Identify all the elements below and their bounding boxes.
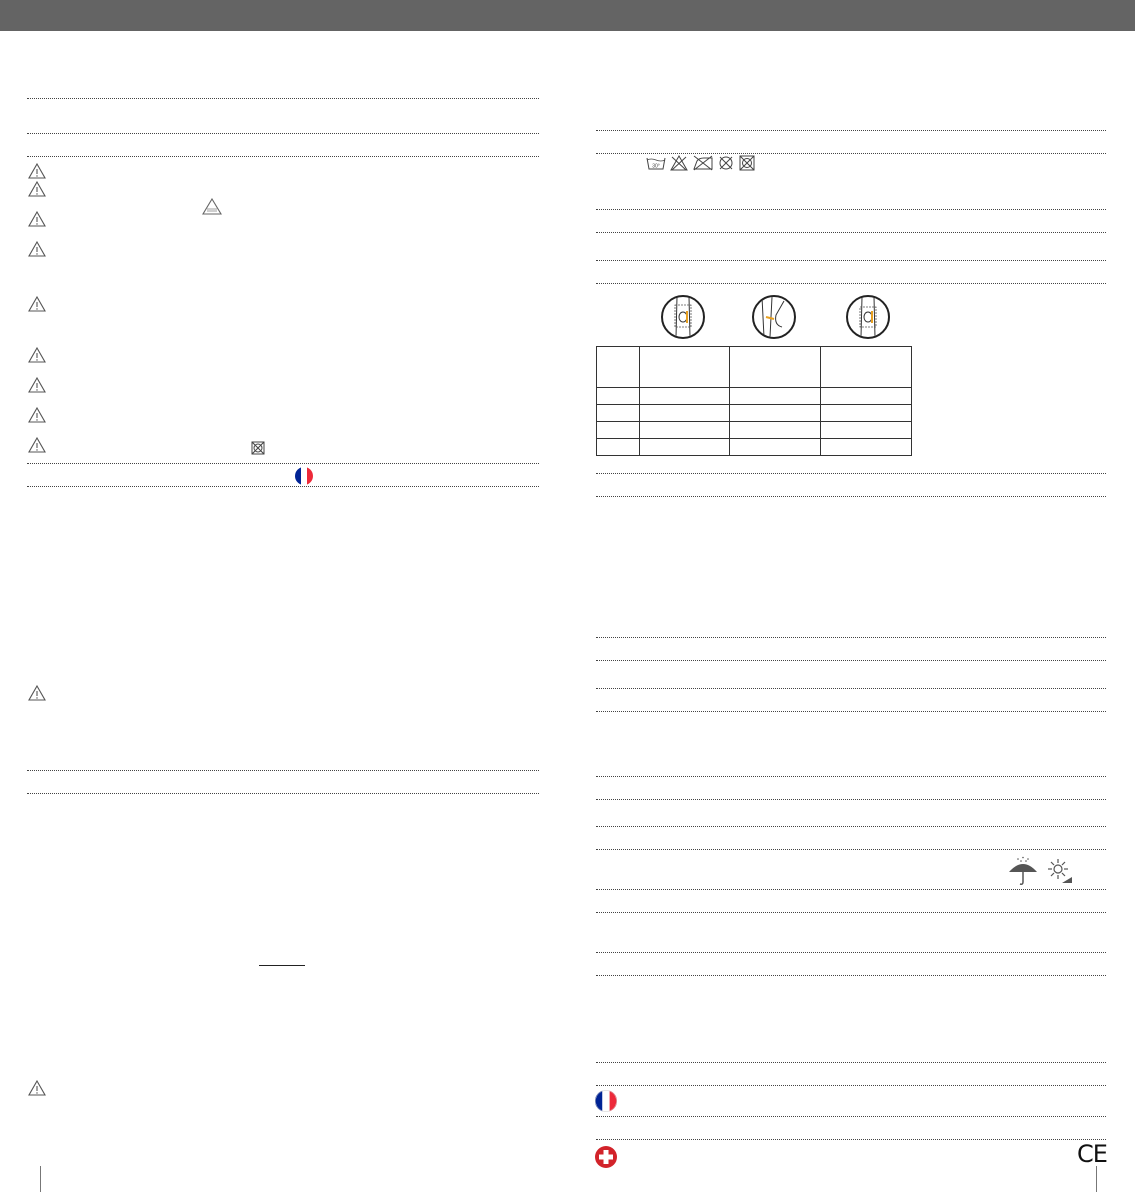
warning-icon — [28, 685, 46, 701]
table-cell — [821, 347, 912, 388]
divider — [596, 130, 1106, 131]
wash-30-icon — [646, 155, 666, 171]
knee-brace-front-icon — [661, 295, 705, 339]
divider — [596, 283, 1106, 284]
table-row — [597, 422, 912, 439]
table-cell — [821, 405, 912, 422]
divider — [596, 849, 1106, 850]
warning-icon — [28, 407, 46, 423]
divider — [596, 153, 1106, 154]
divider — [596, 952, 1106, 953]
divider — [27, 98, 539, 99]
crop-mark — [1096, 1166, 1097, 1192]
table-row — [597, 388, 912, 405]
table-cell — [730, 388, 821, 405]
table-header-row — [597, 347, 912, 388]
table-cell — [821, 422, 912, 439]
table-row — [597, 405, 912, 422]
latex-free-icon — [202, 198, 222, 215]
divider — [596, 1139, 1106, 1140]
table-cell — [597, 439, 640, 456]
underline-mark — [259, 965, 305, 966]
table-cell — [640, 388, 730, 405]
warning-icon — [28, 1080, 46, 1096]
divider — [27, 156, 539, 157]
do-not-tumble-dry-icon — [739, 155, 755, 171]
table-cell — [640, 422, 730, 439]
table-cell — [821, 388, 912, 405]
table-cell — [640, 405, 730, 422]
divider — [596, 260, 1106, 261]
warning-icon — [28, 347, 46, 363]
france-flag-icon — [295, 467, 313, 485]
warning-icon — [28, 211, 46, 227]
divider — [596, 688, 1106, 689]
divider — [596, 496, 1106, 497]
do-not-iron-icon — [692, 155, 714, 171]
france-flag-icon — [595, 1090, 617, 1112]
table-cell — [821, 439, 912, 456]
ce-mark-icon: CE — [1077, 1140, 1107, 1168]
header-bar — [0, 0, 1135, 31]
divider — [596, 209, 1106, 210]
divider — [596, 1085, 1106, 1086]
divider — [596, 799, 1106, 800]
size-table — [596, 346, 912, 456]
divider — [596, 1062, 1106, 1063]
do-not-dry-clean-icon — [718, 155, 734, 171]
warning-icon — [28, 437, 46, 453]
crop-mark — [40, 1166, 41, 1192]
warning-icon — [28, 181, 46, 197]
divider — [27, 770, 539, 771]
table-cell — [730, 439, 821, 456]
do-not-tumble-dry-icon — [251, 441, 265, 455]
do-not-bleach-icon — [670, 155, 688, 171]
table-cell — [597, 422, 640, 439]
divider — [27, 463, 539, 464]
table-cell — [730, 405, 821, 422]
medical-cross-icon — [595, 1146, 617, 1168]
divider — [596, 232, 1106, 233]
divider — [596, 1116, 1106, 1117]
table-cell — [640, 347, 730, 388]
table-cell — [597, 347, 640, 388]
warning-icon — [28, 377, 46, 393]
knee-brace-side-icon — [752, 295, 796, 339]
table-cell — [597, 405, 640, 422]
divider — [596, 776, 1106, 777]
divider — [27, 133, 539, 134]
divider — [27, 486, 539, 487]
table-cell — [640, 439, 730, 456]
divider — [596, 660, 1106, 661]
divider — [27, 793, 539, 794]
keep-dry-umbrella-icon — [1007, 856, 1039, 886]
warning-icon — [28, 296, 46, 312]
svg-text:30°: 30° — [652, 163, 660, 170]
divider — [596, 889, 1106, 890]
warning-icon — [28, 163, 46, 179]
warning-icon — [28, 241, 46, 257]
table-cell — [597, 388, 640, 405]
table-row — [597, 439, 912, 456]
divider — [596, 637, 1106, 638]
divider — [596, 826, 1106, 827]
table-cell — [730, 422, 821, 439]
divider — [596, 912, 1106, 913]
divider — [596, 975, 1106, 976]
knee-brace-back-icon — [846, 295, 890, 339]
keep-away-from-sunlight-icon — [1042, 857, 1074, 885]
divider — [596, 711, 1106, 712]
divider — [596, 473, 1106, 474]
table-cell — [730, 347, 821, 388]
